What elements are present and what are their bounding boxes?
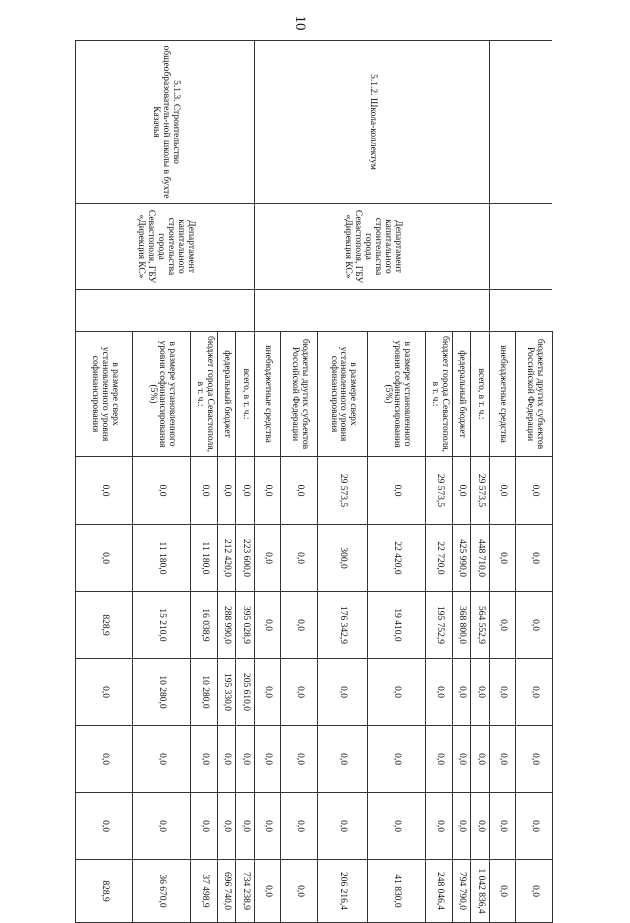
value-cell: 29 573,5 (318, 457, 368, 525)
table-row (490, 41, 516, 923)
value-cell: 0,0 (76, 659, 133, 726)
source-label: бюджет города Севастополя, в т. ч.: (191, 332, 218, 457)
value-cell: 0,0 (516, 659, 553, 726)
value-cell: 0,0 (191, 793, 218, 860)
value-cell: 0,0 (218, 793, 236, 860)
value-cell: 0,0 (255, 592, 281, 659)
source-label: в размере сверх установленного уровня софинансирования (318, 332, 368, 457)
value-cell: 15 210,0 (133, 592, 191, 659)
value-cell: 0,0 (368, 726, 426, 793)
value-cell: 0,0 (471, 793, 490, 860)
value-cell: 734 238,9 (236, 860, 255, 923)
value-cell: 0,0 (218, 726, 236, 793)
source-label: всего, в т. ч.: (236, 332, 255, 457)
executor-cell (516, 204, 553, 290)
blank-cell (490, 290, 516, 332)
blank-cell (255, 290, 490, 332)
value-cell: 0,0 (255, 659, 281, 726)
source-label: всего, в т. ч.: (471, 332, 490, 457)
value-cell: 0,0 (255, 793, 281, 860)
value-cell: 0,0 (368, 659, 426, 726)
value-cell: 0,0 (281, 592, 318, 659)
table-row (471, 41, 490, 923)
value-cell: 0,0 (453, 659, 471, 726)
value-cell: 0,0 (516, 525, 553, 592)
value-cell: 0,0 (76, 457, 133, 525)
source-label: федеральный бюджет (453, 332, 471, 457)
source-label: бюджеты других субъектов Российской Федерации (516, 332, 553, 457)
value-cell: 22 420,0 (368, 525, 426, 592)
value-cell: 0,0 (255, 726, 281, 793)
item-cell (490, 41, 516, 204)
value-cell: 36 670,0 (133, 860, 191, 923)
value-cell: 0,0 (76, 525, 133, 592)
value-cell: 37 498,9 (191, 860, 218, 923)
value-cell: 0,0 (426, 793, 453, 860)
value-cell: 0,0 (471, 659, 490, 726)
value-cell: 10 280,0 (133, 659, 191, 726)
value-cell: 16 038,9 (191, 592, 218, 659)
value-cell: 0,0 (426, 659, 453, 726)
value-cell: 0,0 (368, 793, 426, 860)
value-cell: 248 046,4 (426, 860, 453, 923)
value-cell: 41 830,0 (368, 860, 426, 923)
value-cell: 288 990,0 (218, 592, 236, 659)
value-cell: 0,0 (516, 457, 553, 525)
value-cell: 0,0 (490, 860, 516, 923)
value-cell: 564 552,9 (471, 592, 490, 659)
value-cell: 0,0 (76, 793, 133, 860)
page-number: 10 (292, 15, 308, 31)
item-5-1-3: 5.1.3. Строительство общеобразователь-ной школы в бухте Казачья (76, 41, 255, 204)
value-cell: 10 280,0 (191, 659, 218, 726)
value-cell: 212 420,0 (218, 525, 236, 592)
source-label: федеральный бюджет (218, 332, 236, 457)
value-cell: 0,0 (318, 659, 368, 726)
value-cell: 0,0 (453, 457, 471, 525)
value-cell: 0,0 (490, 726, 516, 793)
value-cell: 0,0 (191, 726, 218, 793)
value-cell: 0,0 (516, 860, 553, 923)
value-cell: 828,9 (76, 592, 133, 659)
budget-table (75, 40, 553, 923)
value-cell: 11 180,0 (133, 525, 191, 592)
value-cell: 0,0 (133, 793, 191, 860)
value-cell: 0,0 (490, 659, 516, 726)
source-label: внебюджетные средства (255, 332, 281, 457)
value-cell: 448 710,0 (471, 525, 490, 592)
value-cell: 0,0 (255, 457, 281, 525)
value-cell: 29 573,5 (426, 457, 453, 525)
value-cell: 0,0 (516, 726, 553, 793)
value-cell: 300,0 (318, 525, 368, 592)
table-row (516, 41, 553, 923)
value-cell: 395 028,9 (236, 592, 255, 659)
value-cell: 425 990,0 (453, 525, 471, 592)
value-cell: 0,0 (318, 726, 368, 793)
source-label: в размере сверх установленного уровня софинансирования (76, 332, 133, 457)
source-label: бюджет города Севастополя, в т. ч.: (426, 332, 453, 457)
value-cell: 19 410,0 (368, 592, 426, 659)
value-cell: 0,0 (281, 525, 318, 592)
value-cell: 0,0 (76, 726, 133, 793)
value-cell: 0,0 (236, 726, 255, 793)
value-cell: 205 610,0 (236, 659, 255, 726)
value-cell: 0,0 (281, 726, 318, 793)
value-cell: 0,0 (133, 457, 191, 525)
value-cell: 0,0 (453, 793, 471, 860)
value-cell: 0,0 (236, 457, 255, 525)
value-cell: 195 752,9 (426, 592, 453, 659)
value-cell: 0,0 (318, 793, 368, 860)
value-cell: 0,0 (516, 592, 553, 659)
value-cell: 696 740,0 (218, 860, 236, 923)
value-cell: 0,0 (453, 726, 471, 793)
value-cell: 195 330,0 (218, 659, 236, 726)
value-cell: 0,0 (516, 793, 553, 860)
executor-cell (490, 204, 516, 290)
source-label: в размере установленного уровня софинансирования (5%) (368, 332, 426, 457)
source-label: внебюджетные средства (490, 332, 516, 457)
executor-5-1-2: Департамент капитального строительства города Севастополя, ГБУ «Дирекция КС» (255, 204, 490, 290)
value-cell: 828,9 (76, 860, 133, 923)
value-cell: 0,0 (368, 457, 426, 525)
value-cell: 22 720,0 (426, 525, 453, 592)
value-cell: 0,0 (471, 726, 490, 793)
value-cell: 0,0 (490, 592, 516, 659)
value-cell: 0,0 (281, 793, 318, 860)
value-cell: 0,0 (426, 726, 453, 793)
value-cell: 0,0 (255, 860, 281, 923)
value-cell: 223 600,0 (236, 525, 255, 592)
value-cell: 0,0 (236, 793, 255, 860)
value-cell: 0,0 (218, 457, 236, 525)
value-cell: 0,0 (490, 793, 516, 860)
value-cell: 29 573,5 (471, 457, 490, 525)
value-cell: 0,0 (490, 457, 516, 525)
blank-cell (76, 290, 255, 332)
value-cell: 794 790,0 (453, 860, 471, 923)
value-cell: 0,0 (255, 525, 281, 592)
table-row (236, 41, 255, 923)
item-5-1-2: 5.1.2. Школа-коллектум (255, 41, 490, 204)
value-cell: 1 042 836,4 (471, 860, 490, 923)
executor-5-1-3: Департамент капитального строительства города Севастополя, ГБУ «Дирекция КС» (76, 204, 255, 290)
value-cell: 0,0 (281, 659, 318, 726)
value-cell: 368 800,0 (453, 592, 471, 659)
value-cell: 0,0 (191, 457, 218, 525)
source-label: в размере установленного уровня софинансирования (5%) (133, 332, 191, 457)
value-cell: 0,0 (281, 860, 318, 923)
blank-cell (516, 290, 553, 332)
value-cell: 0,0 (133, 726, 191, 793)
value-cell: 0,0 (281, 457, 318, 525)
value-cell: 0,0 (490, 525, 516, 592)
value-cell: 176 342,9 (318, 592, 368, 659)
value-cell: 11 180,0 (191, 525, 218, 592)
value-cell: 206 216,4 (318, 860, 368, 923)
item-cell (516, 41, 553, 204)
source-label: бюджеты других субъектов Российской Федерации (281, 332, 318, 457)
